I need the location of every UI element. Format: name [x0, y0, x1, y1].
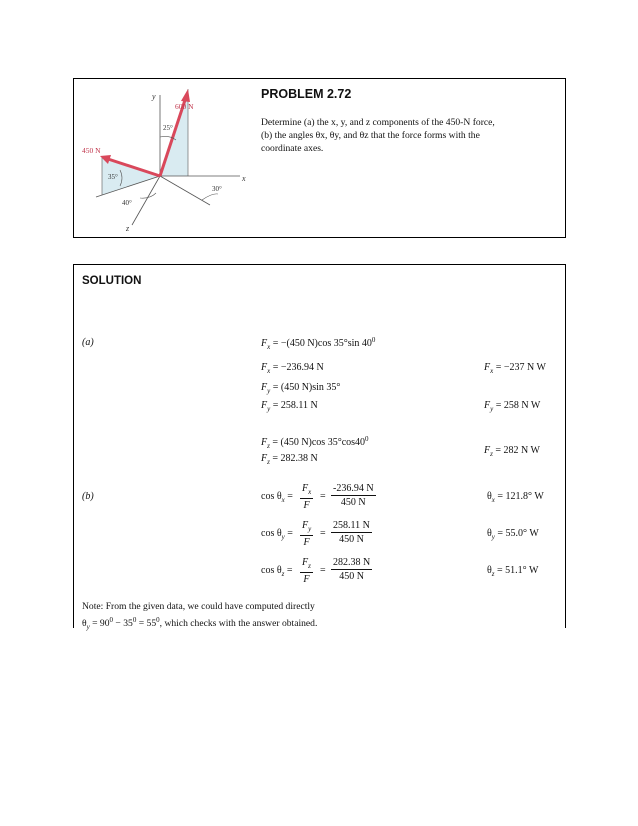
axis-x-label: x	[242, 174, 246, 183]
angle-25-label: 25°	[163, 124, 173, 132]
cos-theta-y-lhs: $\cos \theta_y$ =	[261, 528, 293, 541]
theta-y-answer: $\theta_y = 55.0^\circ$ W	[487, 528, 539, 541]
force-450-label: 450 N	[82, 146, 101, 155]
fx-equation: $F_x = -(450$ N)cos 35°sin $40^0$	[261, 336, 376, 351]
solution-title: SOLUTION	[82, 275, 142, 287]
axis-z-label: z	[126, 224, 130, 233]
force-600-label: 600 N	[175, 102, 194, 111]
theta-z-answer: $\theta_z = 51.1^\circ$ W	[487, 565, 539, 578]
fy-value: $F_y = 258.11$ N	[261, 400, 318, 413]
cos-theta-z-lhs: $\cos \theta_z$ =	[261, 565, 293, 578]
problem-text-line-2: (b) the angles θx, θy, and θz that the force forms with the	[261, 130, 480, 141]
angle-40-label: 40°	[122, 199, 132, 207]
force-diagram-figure	[80, 85, 252, 235]
cos-theta-z-fraction-numeric: $\frac{282.38 N}{450 N}$	[333, 557, 371, 582]
note-line-2: $\theta_y = 90^0 - 35^0 = 55^0$, which checks with the answer obtained.	[82, 616, 318, 631]
fz-value: $F_z = 282.38$ N	[261, 453, 318, 466]
problem-text-line-3: coordinate axes.	[261, 143, 324, 154]
part-b-label: (b)	[82, 491, 94, 502]
note-line-1: Note: From the given data, we could have computed directly	[82, 601, 315, 612]
cos-theta-x-lhs: $\cos \theta_x$ =	[261, 491, 293, 504]
solution-box: SOLUTION (a) $F_x = -(450$ N)cos 35°sin $40^0$ $F_x = -236.94$ N $F_x = -237$ N W $F_y = (450$ N)sin 35° $F_y = 258.11$ N $F_y = 258$ N W $F_z = (450$ N)cos $35^\circ\cos 40^0$ $F_z = 282.38$ N $F_z = 282$ N W (b) $\cos \theta_x$ = $\frac{F_x}{F}$ = $\frac{-236.94 N}{450 N}$ $\theta_x = 121.8^\circ$ W $\cos \theta_y$ = $\frac{F_y}{F}$ = $\frac{258.11 N}{450 N}$ $\theta_y = 55.0^\circ$ W $\cos \theta_z$ = $\frac{F_z}{F}$ = $\frac{282.38 N}{450 N}$ $\theta_z = 51.1^\circ$ W Note: From the given data, we could have computed directly $\theta_y = 90^0 - 35^0 = 55^0$, which checks with the answer obtained.	[73, 264, 566, 628]
part-a-label: (a)	[82, 337, 94, 348]
angle-30-label: 30°	[212, 185, 222, 193]
fz-answer: $F_z = 282$ N W	[484, 445, 540, 458]
theta-x-answer: $\theta_x = 121.8^\circ$ W	[487, 491, 544, 504]
fy-equation: $F_y = (450$ N)sin 35°	[261, 382, 341, 395]
fx-value: $F_x = -236.94$ N	[261, 362, 324, 375]
fz-equation: $F_z = (450$ N)cos $35^\circ\cos 40^0$	[261, 435, 369, 450]
problem-text-line-1: Determine (a) the x, y, and z components of the 450-N force,	[261, 117, 495, 128]
fy-answer: $F_y = 258$ N W	[484, 400, 541, 413]
axis-y-label: y	[152, 92, 156, 101]
problem-statement	[261, 116, 551, 155]
cos-theta-y-fraction-numeric: $\frac{258.11 N}{450 N}$	[333, 520, 370, 545]
problem-box	[73, 78, 566, 238]
cos-theta-y-fraction-symbolic: $\frac{F_y}{F}$	[302, 520, 312, 548]
problem-title: PROBLEM 2.72	[261, 87, 352, 101]
cos-theta-x-fraction-numeric: $\frac{-236.94 N}{450 N}$	[333, 483, 374, 508]
cos-theta-z-fraction-symbolic: $\frac{F_z}{F}$	[302, 557, 311, 585]
fx-answer: $F_x = -237$ N W	[484, 362, 546, 375]
cos-theta-x-fraction-symbolic: $\frac{F_x}{F}$	[302, 483, 312, 511]
angle-35-label: 35°	[108, 173, 118, 181]
